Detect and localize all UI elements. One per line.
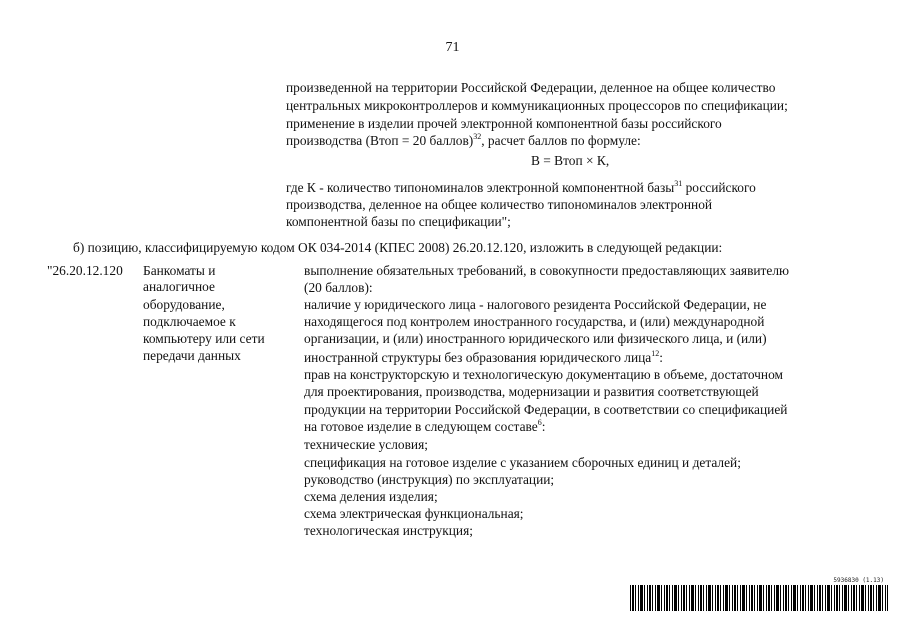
name-line: оборудование, — [143, 297, 225, 312]
req-line: наличие у юридического лица - налогового резидента Российской Федерации, не — [304, 297, 767, 312]
formula: В = Втоп × К, — [531, 153, 610, 168]
req-line: для проектирования, производства, модернизации и развития соответствующей — [304, 384, 759, 399]
req-line: выполнение обязательных требований, в совокупности предоставляющих заявителю — [304, 263, 790, 278]
req-line: схема деления изделия; — [304, 489, 438, 504]
name-line: передачи данных — [143, 348, 241, 363]
barcode-bars — [630, 585, 888, 611]
text-line: производства (Втоп = 20 баллов)$^{32}$, расчет баллов по формуле: — [286, 132, 641, 148]
classification-code: "26.20.12.120 — [47, 263, 123, 278]
name-line: компьютеру или сети — [143, 331, 265, 346]
req-line: организации, и (или) иностранного юридического или физического лица, и (или) — [304, 331, 767, 346]
text-line: произведенной на территории Российской Федерации, деленное на общее количество — [286, 80, 776, 95]
req-line: (20 баллов): — [304, 280, 373, 295]
name-line: подключаемое к — [143, 314, 236, 329]
req-line: на готовое изделие в следующем составе$^6$: — [304, 418, 546, 434]
footnote-marker: 31 — [674, 179, 683, 188]
text-line: производства, деленное на общее количество типономиналов электронной — [286, 197, 713, 212]
page-number: 71 — [445, 40, 460, 55]
req-line: прав на конструкторскую и технологическую документацию в объеме, достаточном — [304, 367, 783, 382]
req-line: технические условия; — [304, 437, 428, 452]
text-line: компонентной базы по спецификации"; — [286, 214, 511, 229]
req-line: иностранной структуры без образования юридического лица$^{12}$: — [304, 349, 663, 365]
footnote-marker: 6 — [537, 418, 542, 427]
footnote-marker: 32 — [473, 132, 482, 141]
text-line: центральных микроконтроллеров и коммуникационных процессоров по спецификации; — [286, 98, 788, 113]
barcode — [630, 577, 888, 613]
barcode-text: 5936830 (1.13) — [833, 577, 884, 584]
text-line: где К - количество типономиналов электронной компонентной базы$^{31}$ российского — [286, 179, 756, 195]
name-line: аналогичное — [143, 279, 215, 294]
req-line: схема электрическая функциональная; — [304, 506, 524, 521]
name-line: Банкоматы и — [143, 263, 216, 278]
req-line: продукции на территории Российской Федерации, в соответствии со спецификацией — [304, 402, 788, 417]
text-line: применение в изделии прочей электронной компонентной базы российского — [286, 116, 722, 131]
req-line: находящегося под контролем иностранного государства, и (или) международной — [304, 314, 765, 329]
req-line: технологическая инструкция; — [304, 523, 473, 538]
req-line: спецификация на готовое изделие с указанием сборочных единиц и деталей; — [304, 455, 741, 470]
footnote-marker: 12 — [651, 349, 660, 358]
section-heading: б) позицию, классифицируемую кодом ОК 034-2014 (КПЕС 2008) 26.20.12.120, изложить в следующей редакции: — [73, 240, 723, 255]
req-line: руководство (инструкция) по эксплуатации; — [304, 472, 555, 487]
